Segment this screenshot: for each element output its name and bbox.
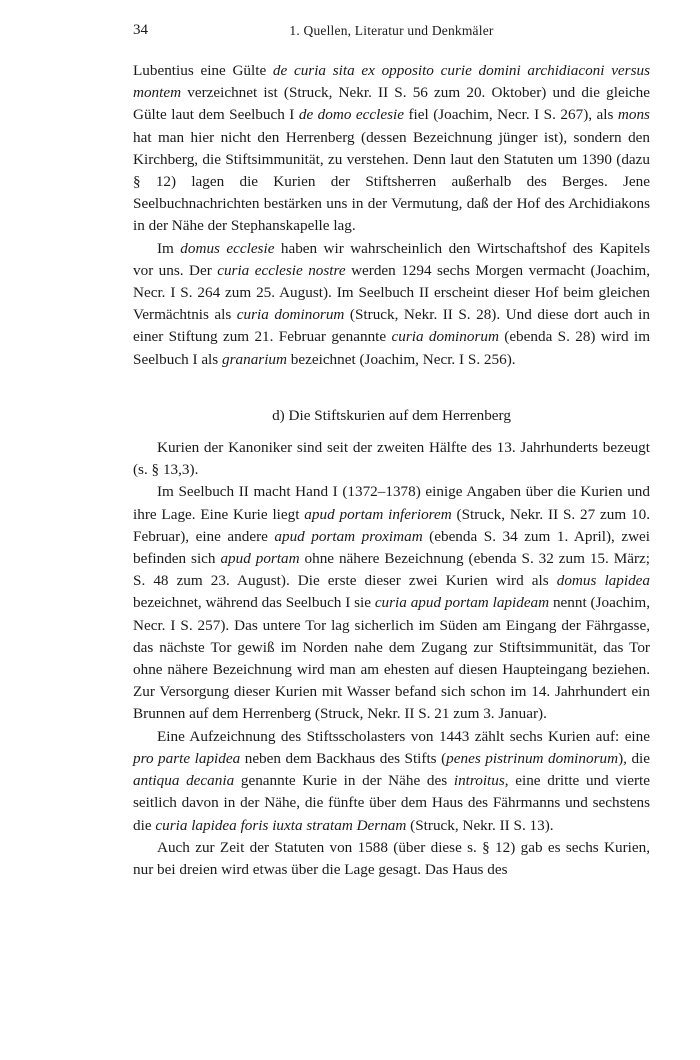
text-run: (ebenda S. 28) wird im Seelbuch I als — [133, 328, 651, 368]
latin-quote: curia lapidea foris iuxta stratam Dernam — [155, 816, 407, 834]
text-run: (ebenda S. 34 zum 1. April), zwei befinden sich — [133, 527, 650, 568]
text-run: Im — [157, 239, 181, 257]
text-run: bezeichnet (Joachim, Necr. I S. 256). — [286, 350, 516, 368]
latin-quote: apud portam inferiorem — [304, 505, 452, 523]
text-run: Im Seelbuch II macht Hand I (1372–1378) einige Angaben über die Kurien und ihre Lage. Eine Kurie liegt — [133, 483, 650, 523]
text-run: , eine dritte und vierte seitlich davon in der Nähe, die fünfte über dem Haus des Fährmanns und sechstens die — [133, 772, 650, 834]
page-number: 34 — [133, 22, 148, 38]
section-heading: d) Die Stiftskurien auf dem Herrenberg — [272, 406, 511, 424]
latin-quote: apud portam — [220, 550, 300, 568]
latin-quote: curia dominorum — [391, 328, 499, 346]
latin-quote: de domo ecclesie — [298, 106, 404, 124]
latin-quote: apud portam proximam — [274, 527, 423, 545]
latin-quote: curia ecclesie nostre — [217, 261, 346, 279]
text-run: Lubentius eine Gülte — [133, 62, 273, 79]
paragraph — [133, 238, 650, 371]
text-run: (Struck, Nekr. II S. 13). — [406, 816, 554, 834]
paragraph — [133, 60, 650, 238]
latin-quote: antiqua decania — [133, 772, 235, 790]
text-run: ), die — [618, 749, 650, 767]
latin-quote: domus lapidea — [556, 572, 651, 590]
paragraph — [133, 481, 650, 725]
paragraph — [133, 837, 650, 881]
paragraph-group-section — [133, 437, 650, 881]
latin-quote: curia dominorum — [236, 306, 345, 324]
latin-quote: granarium — [222, 350, 287, 368]
latin-quote: mons — [617, 106, 650, 124]
text-run: Auch zur Zeit der Statuten von 1588 (über diese s. § 12) gab es sechs Kurien, nur bei dreien wird etwas über die Lage gesagt. Das Haus des — [133, 838, 650, 878]
text-run: genannte Kurie in der Nähe des — [234, 772, 454, 790]
page-header — [133, 22, 650, 44]
text-run: neben dem Backhaus des Stifts ( — [240, 749, 447, 767]
latin-quote: curia apud portam lapideam — [374, 594, 550, 612]
latin-quote: introitus — [453, 772, 505, 790]
latin-quote: domus ecclesie — [180, 239, 275, 257]
text-run: nennt (Joachim, Necr. I S. 257). Das untere Tor lag sicherlich im Süden am Eingang der Fährgasse, das nächste Tor gewiß im Norden nahe dem Zugang zur Stiftsimmunität, das Tor ohne nähere Bezeichnung wird man am ehesten auf diesen Haupteingang beziehen. Zur Versorgung dieser Kurien mit Wasser befand sich schon im 14. Jahrhundert ein Brunnen auf dem Herrenberg (Struck, Nekr. II S. 21 zum 3. Januar). — [133, 594, 650, 723]
latin-quote: de curia sita ex opposito curie domini archidiaconi versus montem — [133, 62, 651, 102]
text-run: hat man hier nicht den Herrenberg (dessen Bezeichnung jünger ist), sondern den Kirchberg, die Stiftsimmunität, zu verstehen. Denn laut den Statuten um 1390 (dazu § 12) lagen die Kurien der Stiftsherren außerhalb des Berges. Jene Seelbuchnachrichten bestärken uns in der Vermutung, daß der Hof des Archidiakons in der Nähe der Stephanskapelle lag. — [133, 128, 650, 235]
paragraph-group-intro — [133, 60, 650, 371]
text-run: (Struck, Nekr. II S. 27 zum 10. Februar), eine andere — [133, 505, 650, 545]
text-run: (Struck, Nekr. II S. 28). Und diese dort auch in einer Stiftung zum 21. Februar genannte — [133, 306, 650, 346]
text-run: bezeichnet, während das Seelbuch I sie — [133, 594, 375, 612]
text-run: fiel (Joachim, Necr. I S. 267), als — [403, 106, 618, 124]
latin-quote: penes pistrinum dominorum — [446, 749, 619, 767]
running-title: 1. Quellen, Literatur und Denkmäler — [289, 23, 494, 38]
text-run: werden 1294 sechs Morgen vermacht (Joachim, Necr. I S. 264 zum 25. August). Im Seelbuch II erscheint dieser Hof beim gleichen Vermächtnis als — [133, 261, 650, 324]
text-run: verzeichnet ist (Struck, Nekr. II S. 56 zum 20. Oktober) und die gleiche Gülte laut dem Seelbuch I — [133, 84, 650, 124]
paragraph — [133, 726, 650, 837]
text-run: Eine Aufzeichnung des Stiftsscholasters von 1443 zählt sechs Kurien auf: eine — [157, 727, 650, 745]
paragraph — [133, 437, 650, 481]
text-run: haben wir wahrscheinlich den Wirtschaftshof des Kapitels vor uns. Der — [133, 239, 650, 279]
latin-quote: pro parte lapidea — [133, 749, 241, 767]
body-text — [133, 60, 650, 881]
text-run: ohne nähere Bezeichnung (ebenda S. 32 zum 15. März; S. 48 zum 23. August). Die erste dieser zwei Kurien wird als — [133, 550, 650, 590]
text-run: Kurien der Kanoniker sind seit der zweiten Hälfte des 13. Jahrhunderts bezeugt (s. § 13,3). — [133, 439, 650, 479]
